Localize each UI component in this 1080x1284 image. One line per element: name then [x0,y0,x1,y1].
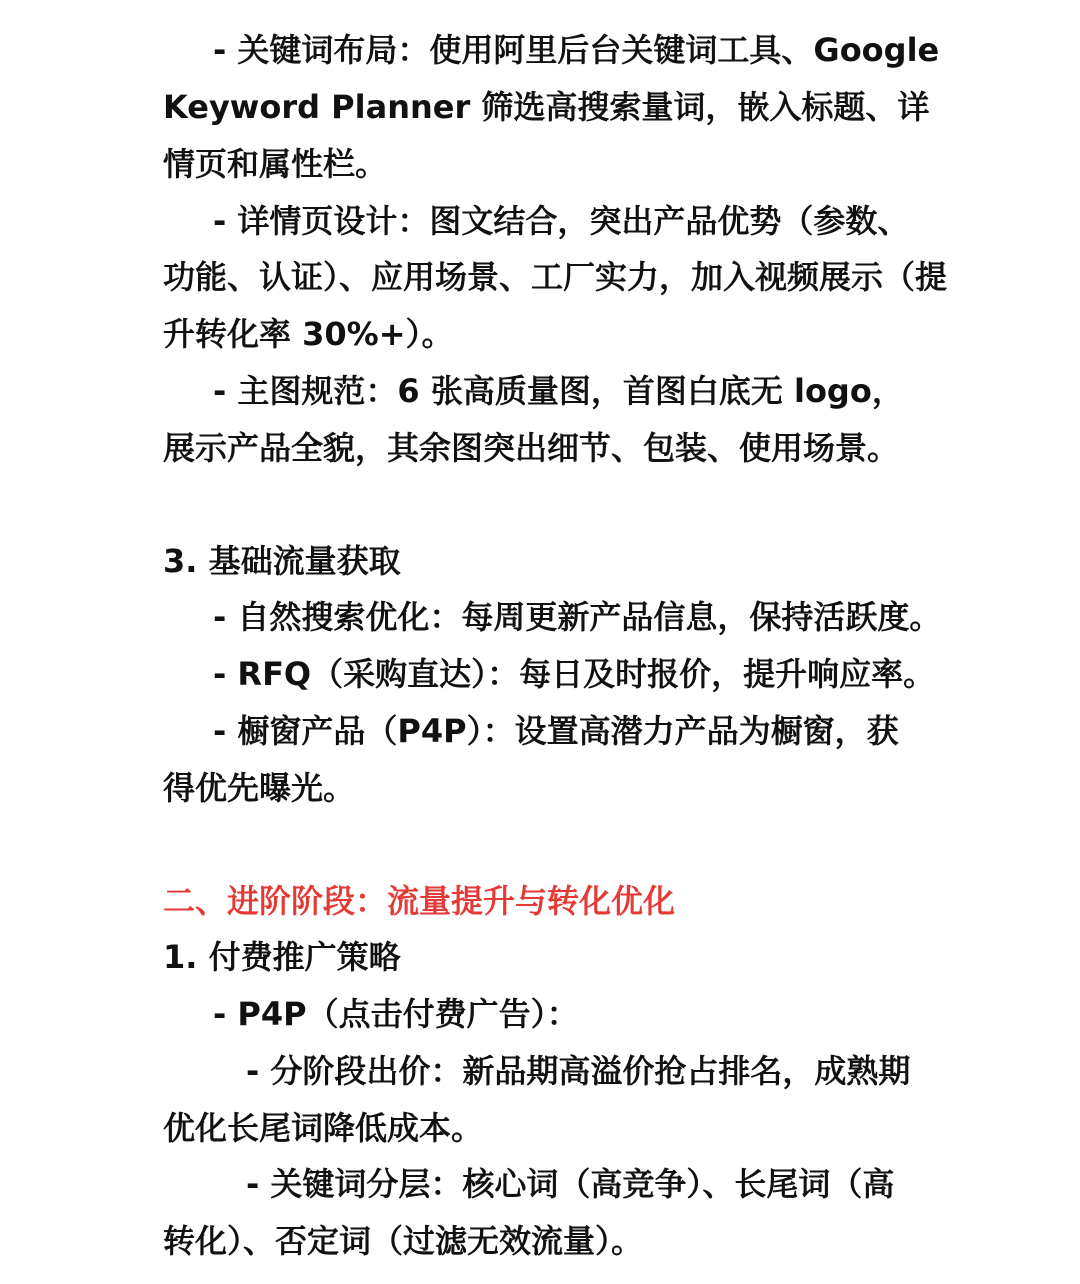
section-heading-advanced: 二、进阶阶段：流量提升与转化优化 [163,882,676,920]
detail-page-line-1: - 详情页设计：图文结合，突出产品优势（参数、 [213,202,910,240]
keyword-layout-line-2: Keyword Planner 筛选高搜索量词，嵌入标题、详 [163,88,930,126]
showcase-line-1: - 橱窗产品（P4P）：设置高潜力产品为橱窗，获 [213,712,899,750]
main-image-line-2: 展示产品全貌，其余图突出细节、包装、使用场景。 [163,429,900,467]
p4p-line: - P4P（点击付费广告）： [213,995,579,1033]
bidding-line-2: 优化长尾词降低成本。 [163,1109,484,1147]
keyword-layout-line-3: 情页和属性栏。 [163,145,388,183]
showcase-line-2: 得优先曝光。 [163,769,356,807]
rfq-line: - RFQ（采购直达）：每日及时报价，提升响应率。 [213,655,936,693]
keyword-tiers-line-2: 转化）、否定词（过滤无效流量）。 [163,1222,644,1260]
keyword-layout-line-1: - 关键词布局：使用阿里后台关键词工具、Google [213,31,940,69]
section-3-heading: 3. 基础流量获取 [163,542,401,580]
keyword-tiers-line-1: - 关键词分层：核心词（高竞争）、长尾词（高 [246,1165,895,1203]
bidding-line-1: - 分阶段出价：新品期高溢价抢占排名，成熟期 [246,1052,911,1090]
paid-promotion-heading: 1. 付费推广策略 [163,938,401,976]
detail-page-line-2: 功能、认证）、应用场景、工厂实力，加入视频展示（提 [163,258,948,296]
detail-page-line-3: 升转化率 30%+）。 [163,315,454,353]
natural-search-line: - 自然搜索优化：每周更新产品信息，保持活跃度。 [213,598,942,636]
main-image-line-1: - 主图规范：6 张高质量图，首图白底无 logo， [213,372,904,410]
